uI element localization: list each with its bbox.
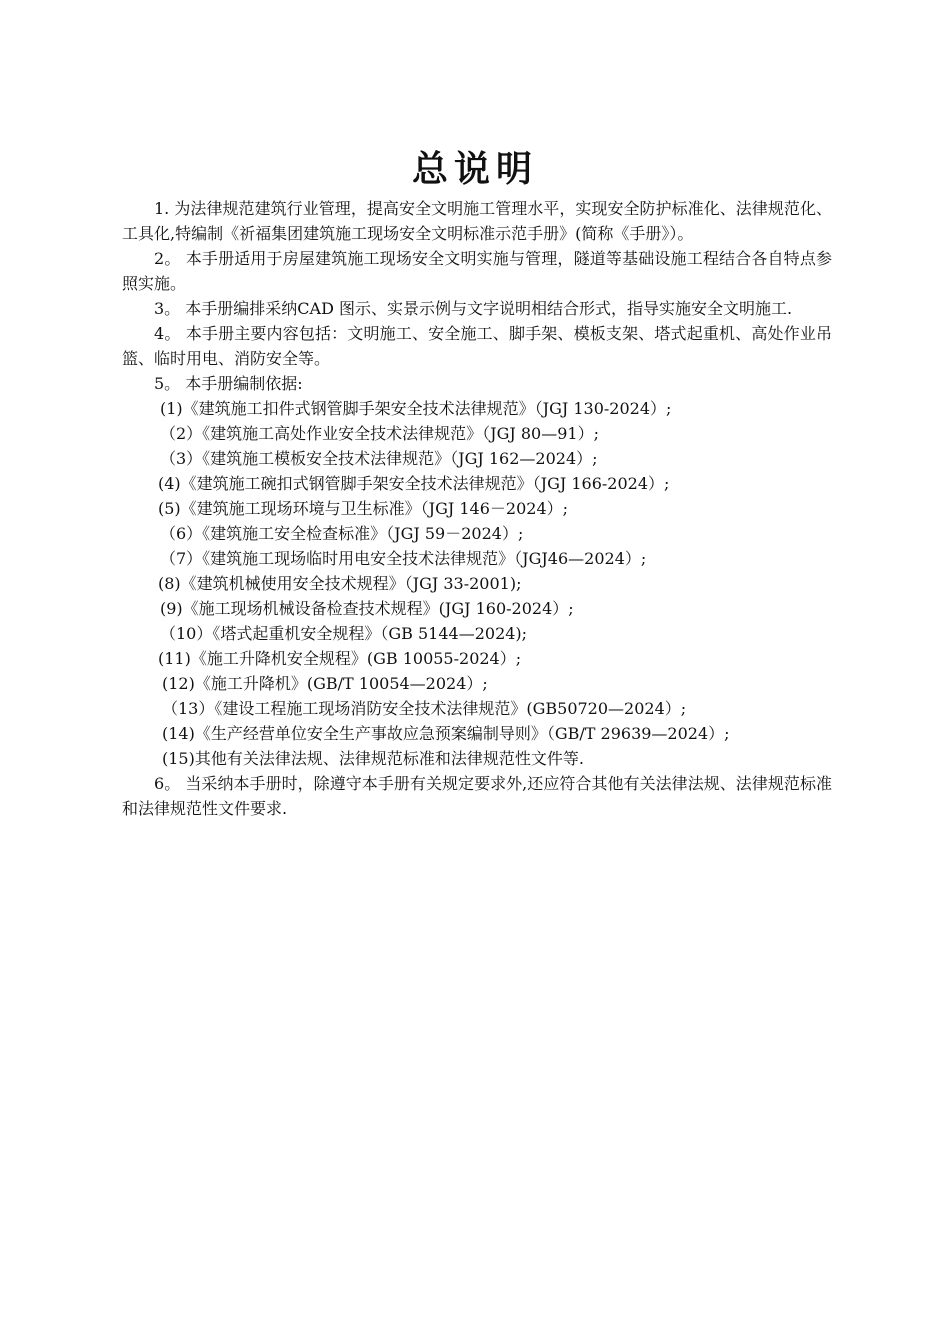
reference-item: (8)《建筑机械使用安全技术规程》（JGJ 33-2001); [158, 574, 522, 593]
reference-item: （2）《建筑施工高处作业安全技术法律规范》（JGJ 80—91）; [160, 424, 599, 443]
reference-item: (5)《建筑施工现场环境与卫生标准》（JGJ 146－2024）; [158, 499, 569, 518]
paragraph-6: 6。 当采纳本手册时，除遵守本手册有关规定要求外,还应符合其他有关法律法规、法律规范标准和法律规范性文件要求. [122, 774, 832, 818]
reference-item: (15)其他有关法律法规、法律规范标准和法律规范性文件等. [162, 749, 584, 768]
reference-item: （6）《建筑施工安全检查标准》（JGJ 59－2024）; [160, 524, 524, 543]
paragraph-1: 1. 为法律规范建筑行业管理，提高安全文明施工管理水平，实现安全防护标准化、法律规范化、工具化,特编制《祈福集团建筑施工现场安全文明标准示范手册》(简称《手册》）。 [122, 199, 832, 243]
reference-item: （10）《塔式起重机安全规程》（GB 5144—2024); [160, 624, 528, 643]
paragraph-2: 2。 本手册适用于房屋建筑施工现场安全文明实施与管理，隧道等基础设施工程结合各自特点参照实施。 [122, 249, 832, 293]
page-title: 总说明 [411, 149, 538, 190]
reference-item: (1)《建筑施工扣件式钢管脚手架安全技术法律规范》（JGJ 130-2024）; [160, 399, 672, 418]
reference-item: (9)《施工现场机械设备检查技术规程》(JGJ 160-2024）; [160, 599, 574, 618]
reference-item: (4)《建筑施工碗扣式钢管脚手架安全技术法律规范》（JGJ 166-2024）; [158, 474, 670, 493]
reference-list [122, 396, 832, 771]
paragraph-4: 4。 本手册主要内容包括：文明施工、安全施工、脚手架、模板支架、塔式起重机、高处作业吊篮、临时用电、消防安全等。 [122, 324, 832, 368]
paragraph-5: 5。 本手册编制依据: [154, 374, 303, 393]
reference-item: (11)《施工升降机安全规程》(GB 10055-2024）; [158, 649, 522, 668]
reference-item: （13）《建设工程施工现场消防安全技术法律规范》(GB50720—2024）; [162, 699, 687, 718]
reference-item: (12)《施工升降机》(GB/T 10054—2024）; [162, 674, 488, 693]
document-body [122, 196, 832, 821]
reference-item: (14)《生产经营单位安全生产事故应急预案编制导则》（GB/T 29639—2024）; [162, 724, 730, 743]
reference-item: （3）《建筑施工模板安全技术法律规范》（JGJ 162—2024）; [160, 449, 598, 468]
reference-item: （7）《建筑施工现场临时用电安全技术法律规范》（JGJ46—2024）; [160, 549, 647, 568]
paragraph-3: 3。 本手册编排采纳CAD 图示、实景示例与文字说明相结合形式，指导实施安全文明施工. [154, 299, 793, 318]
